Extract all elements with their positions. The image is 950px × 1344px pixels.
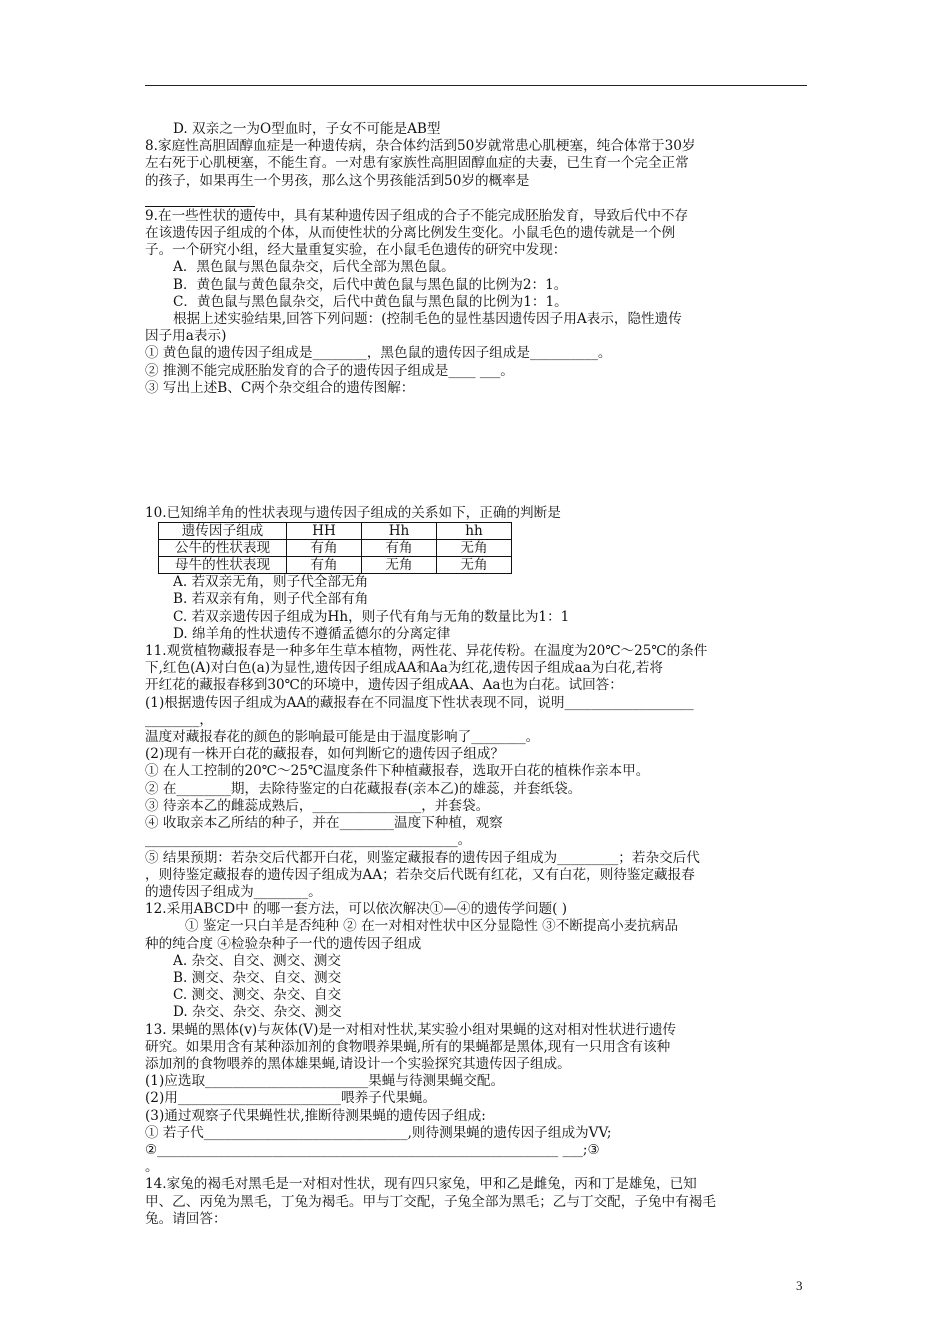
table-cell: 无角: [437, 540, 512, 557]
text-line: 13. 果蝇的黑体(v)与灰体(V)是一对相对性状,某实验小组对果蝇的这对相对性状进行遗传: [145, 1021, 677, 1038]
text-line: B. 若双亲有角，则子代全部有角: [173, 591, 369, 608]
page-number: 3: [796, 1278, 803, 1293]
text-line: C．黄色鼠与黑色鼠杂交，后代中黄色鼠与黑色鼠的比例为1：1。: [173, 293, 568, 310]
text-line: 的遗传因子组成为________。: [145, 883, 322, 900]
text-line: (1)根据遗传因子组成为AA的藏报春在不同温度下性状表现不同，说明___________________: [145, 694, 694, 711]
table-header-cell: Hh: [362, 523, 437, 540]
question-10-title: 10.已知绵羊角的性状表现与遗传因子组成的关系如下，正确的判断是: [145, 505, 561, 522]
text-line: 开红花的藏报春移到30℃的环境中，遗传因子组成AA、Aa也为白花。试回答：: [145, 677, 623, 694]
text-line: 左右死于心肌梗塞，不能生育。一对患有家族性高胆固醇血症的夫妻，已生育一个完全正常: [145, 155, 689, 172]
text-line: 甲、乙、丙兔为黑毛，丁兔为褐毛。甲与丁交配，子兔全部为黑毛；乙与丁交配，子兔中有褐毛: [145, 1193, 716, 1210]
text-line: A. 若双亲无角，则子代全部无角: [173, 574, 369, 591]
text-line: C. 若双亲遗传因子组成为Hh，则子代有角与无角的数量比为1：1: [173, 608, 570, 625]
table-row: [159, 540, 512, 557]
question-9-block: [145, 208, 811, 397]
text-line: A．黑色鼠与黑色鼠杂交，后代全部为黑色鼠。: [173, 259, 455, 276]
text-line: B．黄色鼠与黄色鼠杂交，后代中黄色鼠与黑色鼠的比例为2：1。: [173, 276, 568, 293]
text-line: D. 双亲之一为O型血时，子女不可能是AB型: [173, 121, 441, 137]
table-header-cell: hh: [437, 523, 512, 540]
document-body: [145, 121, 811, 1228]
text-line: ______________________________________________。: [145, 832, 472, 849]
text-line: 下,红色(A)对白色(a)为显性,遗传因子组成AA和Aa为红花,遗传因子组成aa为白花,若将: [145, 660, 663, 677]
text-line: (2)用________________________喂养子代果蝇。: [145, 1090, 437, 1107]
text-line: ⑤ 结果预期：若杂交后代都开白花，则鉴定藏报春的遗传因子组成为_________；若杂交后代: [145, 849, 700, 866]
text-line: ② 推测不能完成胚胎发育的合子的遗传因子组成是____ ___。: [145, 362, 514, 379]
text-line: ② 在________期，去除待鉴定的白花藏报春(亲本乙)的雄蕊，并套纸袋。: [145, 780, 582, 797]
text-line: 温度对藏报春花的颜色的影响最可能是由于温度影响了________。: [145, 729, 540, 746]
table-cell: 有角: [362, 540, 437, 557]
text-line: 添加剂的食物喂养的黑体雄果蝇,请设计一个实验探究其遗传因子组成。: [145, 1055, 571, 1072]
text-line: ④ 收取亲本乙所结的种子，并在________温度下种植，观察: [145, 815, 503, 832]
text-line: ① 黄色鼠的遗传因子组成是________，黑色鼠的遗传因子组成是__________。: [145, 345, 612, 362]
text-line: ②___________________________________________________________ ___;③: [145, 1141, 600, 1158]
text-line: ① 鉴定一只白羊是否纯种 ② 在一对相对性状中区分显隐性 ③不断提高小麦抗病品: [185, 918, 679, 935]
text-line: (1)应选取________________________果蝇与待测果蝇交配。: [145, 1073, 505, 1090]
text-line: 研究。如果用含有某种添加剂的食物喂养果蝇,所有的果蝇都是黑体,现有一只用含有该种: [145, 1038, 671, 1055]
text-line: (3)通过观察子代果蝇性状,推断待测果蝇的遗传因子组成:: [145, 1107, 486, 1124]
text-line: 12.采用ABCD中 的哪一套方法，可以依次解决①—④的遗传学问题( ): [145, 901, 568, 918]
table-cell: 无角: [437, 557, 512, 574]
text-line: 14.家兔的褐毛对黑毛是一对相对性状，现有四只家兔，甲和乙是雌兔，丙和丁是雄兔，已知: [145, 1176, 697, 1193]
text-line: 9.在一些性状的遗传中，具有某种遗传因子组成的合子不能完成胚胎发育，导致后代中不存: [145, 207, 689, 224]
header-rule: [145, 85, 807, 86]
text-line: 的孩子，如果再生一个男孩，那么这个男孩能活到50岁的概率是: [145, 172, 530, 189]
text-line: ① 若子代______________________________,则待测果蝇的遗传因子组成为VV;: [145, 1124, 612, 1141]
blank-answer-space: [145, 397, 811, 505]
table-header-cell: HH: [287, 523, 362, 540]
text-line: (2)现有一株开白花的藏报春，如何判断它的遗传因子组成？: [145, 746, 505, 763]
table-header-row: [159, 523, 512, 540]
text-line: 11.观赏植物藏报春是一种多年生草本植物，两性花、异花传粉。在温度为20℃～25℃的条件: [145, 643, 708, 660]
text-line: ③ 写出上述B、C两个杂交组合的遗传图解：: [145, 379, 415, 396]
text-line: ，则待鉴定藏报春的遗传因子组成为AA；若杂交后代既有红花，又有白花，则待鉴定藏报春: [145, 866, 695, 883]
text-line: 在该遗传因子组成的个体，从而使性状的分离比例发生变化。小鼠毛色的遗传就是一个例: [145, 225, 676, 242]
text-line: ① 在人工控制的20℃～25℃温度条件下种植藏报春，选取开白花的植株作亲本甲。: [145, 763, 650, 780]
question-8-block: [145, 121, 811, 190]
genotype-table: [158, 522, 512, 574]
text-line: C. 测交、测交、杂交、自交: [173, 987, 342, 1004]
table-row: [159, 557, 512, 574]
text-line: ________，: [145, 711, 213, 728]
text-line: D. 绵羊角的性状遗传不遵循孟德尔的分离定律: [173, 625, 451, 642]
table-cell: 母牛的性状表现: [159, 557, 287, 574]
text-line: 因子用a表示): [145, 328, 227, 345]
questions-10-to-14-block: [145, 574, 811, 1228]
answer-blank-line: [145, 190, 255, 207]
text-line: 8.家庭性高胆固醇血症是一种遗传病，杂合体约活到50岁就常患心肌梗塞，纯合体常于30岁: [145, 138, 696, 155]
text-line: D. 杂交、杂交、杂交、测交: [173, 1004, 342, 1021]
table-cell: 有角: [287, 557, 362, 574]
text-line: 子。一个研究小组，经大量重复实验，在小鼠毛色遗传的研究中发现：: [145, 242, 567, 259]
text-line: A. 杂交、自交、测交、测交: [173, 952, 341, 969]
text-line: 兔。请回答：: [145, 1210, 227, 1227]
text-line: 。: [145, 1159, 159, 1176]
text-line: B. 测交、杂交、自交、测交: [173, 969, 342, 986]
table-cell: 公牛的性状表现: [159, 540, 287, 557]
text-line: 种的纯合度 ④检验杂种子一代的遗传因子组成: [145, 935, 422, 952]
text-line: 根据上述实验结果,回答下列问题：(控制毛色的显性基因遗传因子用A表示，隐性遗传: [173, 311, 682, 328]
table-cell: 无角: [362, 557, 437, 574]
text-line: ③ 待亲本乙的雌蕊成熟后，________________，并套袋。: [145, 797, 490, 814]
table-cell: 有角: [287, 540, 362, 557]
table-header-cell: 遗传因子组成: [159, 523, 287, 540]
